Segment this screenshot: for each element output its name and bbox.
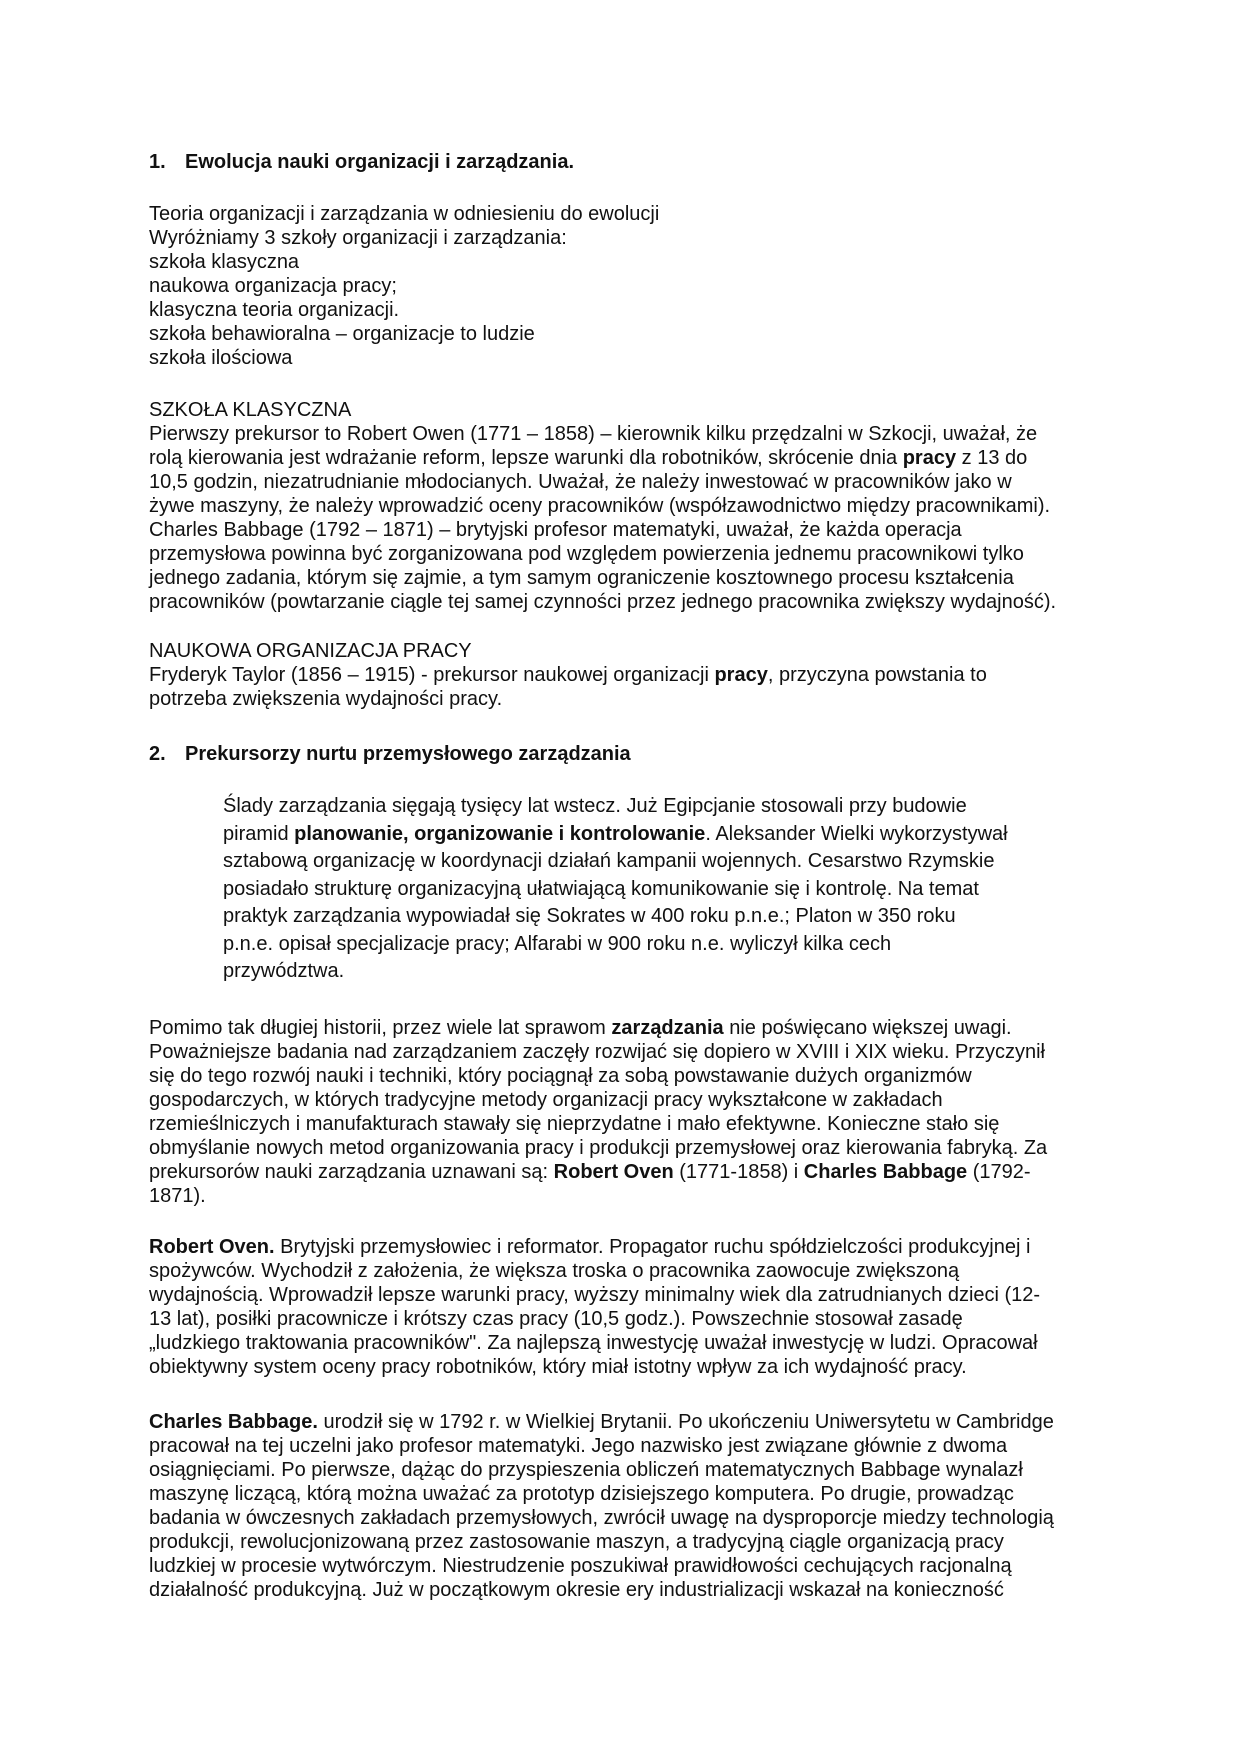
text: gospodarczych, w których tradycyjne metody organizacji pracy wykształcone w zakładach <box>149 1089 943 1111</box>
scientific-management-section <box>149 639 987 711</box>
text-line <box>149 1355 1040 1379</box>
text: Charles Babbage (1792 – 1871) – brytyjski profesor matematyki, uważał, że każda operacja <box>149 519 962 541</box>
text: maszynę liczącą, którą można uważać za prototyp dzisiejszego komputera. Po drugie, prowadząc <box>149 1483 1014 1505</box>
text: szkoła behawioralna – organizacje to ludzie <box>149 323 535 345</box>
text: , przyczyna powstania to <box>767 664 987 686</box>
bold-text: planowanie, organizowanie i kontrolowanie <box>294 822 706 845</box>
text-line <box>223 958 1008 986</box>
text-line <box>149 1578 1054 1602</box>
text-line <box>149 1283 1040 1307</box>
text: . Aleksander Wielki wykorzystywał <box>705 822 1008 845</box>
text: pracowników (powtarzanie ciągle tej samej czynności przez jednego pracownika zwiększy wydajność). <box>149 591 1057 613</box>
bold-text: pracy <box>902 447 957 469</box>
text: klasyczna teoria organizacji. <box>149 299 400 321</box>
text: sztabową organizację w koordynacji działań kampanii wojennych. Cesarstwo Rzymskie <box>223 850 995 872</box>
text-line <box>223 848 1008 876</box>
text: (1771-1858) i <box>673 1161 804 1183</box>
text-line <box>149 1482 1054 1506</box>
text: Teoria organizacji i zarządzania w odniesieniu do ewolucji <box>149 203 660 225</box>
text: Wyróżniamy 3 szkoły organizacji i zarządzania: <box>149 227 567 249</box>
text: 13 lat), posiłki pracownicze i krótszy czas pracy (10,5 godz.). Powszechnie stosował zasadę <box>149 1308 963 1330</box>
text-line <box>149 1112 1047 1136</box>
text: osiągnięciami. Po pierwsze, dążąc do przyspieszenia obliczeń matematycznych Babbage wynalazł <box>149 1459 1023 1481</box>
text: „ludzkiego traktowania pracowników". Za najlepszą inwestycję uważał inwestycję w ludzi. Opracował <box>149 1332 1038 1354</box>
text-line <box>149 422 1056 446</box>
text-line <box>149 250 659 274</box>
text: Pomimo tak długiej historii, przez wiele lat sprawom <box>149 1017 612 1039</box>
intro-paragraph <box>149 202 659 370</box>
text-line <box>149 1434 1054 1458</box>
text: pracował na tej uczelni jako profesor matematyki. Jego nazwisko jest związane głównie z dwoma <box>149 1435 1008 1457</box>
text: żywe maszyny, że należy wprowadzić oceny pracowników (współzawodnictwo między pracownikami). <box>149 495 1051 517</box>
text: SZKOŁA KLASYCZNA <box>149 399 352 421</box>
text: Ślady zarządzania sięgają tysięcy lat wstecz. Już Egipcjanie stosowali przy budowie <box>223 795 967 817</box>
text: Fryderyk Taylor (1856 – 1915) - prekursor naukowej organizacji <box>149 664 715 686</box>
text: posiadało strukturę organizacyjną ułatwiającą komunikowanie się i kontrolę. Na temat <box>223 877 979 900</box>
text-line <box>149 322 659 346</box>
text-line <box>149 566 1056 590</box>
text-line <box>149 1136 1047 1160</box>
text: badania w ówczesnych zakładach przemysłowych, zwrócił uwagę na dysproporcje miedzy technologią <box>149 1507 1054 1529</box>
bold-text: Robert Oven <box>553 1161 674 1183</box>
text-line <box>149 1064 1047 1088</box>
section-heading-1 <box>149 150 574 174</box>
text: nie poświęcano większej uwagi. <box>723 1017 1012 1039</box>
text: z 13 do <box>956 447 1028 469</box>
text: wydajnością. Wprowadził lepsze warunki pracy, wyższy minimalny wiek dla zatrudnianych dzieci (12- <box>149 1284 1041 1306</box>
bold-text: zarządzania <box>611 1017 724 1039</box>
text: szkoła ilościowa <box>149 347 293 369</box>
text-line <box>149 1160 1047 1184</box>
classical-school-section <box>149 398 1056 614</box>
history-paragraph <box>223 793 1008 986</box>
text: 1871). <box>149 1185 206 1207</box>
text-line <box>149 590 1056 614</box>
bold-text: pracy <box>714 664 768 686</box>
text-line <box>149 1259 1040 1283</box>
text: praktyk zarządzania wypowiadał się Sokrates w 400 roku p.n.e.; Platon w 350 roku <box>223 905 956 927</box>
charles-babbage-paragraph <box>149 1410 1054 1602</box>
text-line <box>149 1307 1040 1331</box>
text: obmyślanie nowych metod organizowania pracy i produkcji przemysłowej oraz kierowania fabryką. Za <box>149 1137 1048 1159</box>
text-line <box>149 1016 1047 1040</box>
text-line <box>149 1530 1054 1554</box>
text: Poważniejsze badania nad zarządzaniem zaczęły rozwijać się dopiero w XVIII i XIX wieku. Przyczynił <box>149 1041 1045 1063</box>
text: rzemieślniczych i manufakturach stawały się nieprzydatne i mało efektywne. Konieczne stało się <box>149 1113 1000 1135</box>
text-line <box>149 542 1056 566</box>
text: działalność produkcyjną. Już w początkowym okresie ery industrializacji wskazał na konieczność <box>149 1579 1004 1601</box>
text-line <box>149 298 659 322</box>
text-line <box>149 274 659 298</box>
text-line <box>149 398 1056 422</box>
text: jednego zadania, którym się zajmie, a tym samym ograniczenie kosztownego procesu kształcenia <box>149 567 1014 589</box>
text: przemysłowa powinna być zorganizowana pod względem powierzenia jednemu pracownikowi tylko <box>149 543 1024 565</box>
text: przywództwa. <box>223 960 345 982</box>
text: potrzeba zwiększenia wydajności pracy. <box>149 688 503 710</box>
heading-number: 1. <box>149 151 166 173</box>
section-heading-2 <box>149 742 631 766</box>
text-line <box>149 494 1056 518</box>
text-line <box>223 903 1008 931</box>
text-line <box>149 687 987 711</box>
text-line <box>149 663 987 687</box>
heading-title: Prekursorzy nurtu przemysłowego zarządzania <box>185 743 631 765</box>
text-line <box>223 876 1008 904</box>
text-line <box>223 931 1008 959</box>
text: spożywców. Wychodził z założenia, że większa troska o pracownika zaowocuje zwiększoną <box>149 1260 960 1282</box>
text-line <box>149 1410 1054 1434</box>
text-line <box>149 1040 1047 1064</box>
text: urodził się w 1792 r. w Wielkiej Brytanii. Po ukończeniu Uniwersytetu w Cambridge <box>317 1411 1054 1433</box>
text-line <box>149 470 1056 494</box>
text-line <box>149 1088 1047 1112</box>
text: piramid <box>223 822 295 845</box>
text: prekursorów nauki zarządzania uznawani są: <box>149 1161 554 1183</box>
bold-text: Charles Babbage. <box>149 1411 318 1433</box>
bold-text: Robert Oven. <box>149 1236 275 1258</box>
development-paragraph <box>149 1016 1047 1208</box>
text-line <box>149 1458 1054 1482</box>
text-line <box>149 202 659 226</box>
robert-oven-paragraph <box>149 1235 1040 1379</box>
text: się do tego rozwój nauki i techniki, który pociągnął za sobą powstawanie dużych organizmów <box>149 1065 972 1087</box>
text-line <box>149 518 1056 542</box>
heading-title: Ewolucja nauki organizacji i zarządzania. <box>185 151 575 173</box>
text-line <box>149 226 659 250</box>
text-line <box>149 1506 1054 1530</box>
text: (1792- <box>967 1161 1031 1183</box>
text: 10,5 godzin, niezatrudnianie młodocianych. Uważał, że należy inwestować w pracowników jako w <box>149 471 1012 493</box>
text-line <box>149 639 987 663</box>
text-line <box>149 1331 1040 1355</box>
text: ludzkiej w procesie wytwórczym. Niestrudzenie poszukiwał prawidłowości cechujących racjonalną <box>149 1555 1012 1577</box>
text: rolą kierowania jest wdrażanie reform, lepsze warunki dla robotników, skrócenie dnia <box>149 447 903 469</box>
text-line <box>223 821 1008 849</box>
text-line <box>149 346 659 370</box>
text: Brytyjski przemysłowiec i reformator. Propagator ruchu spółdzielczości produkcyjnej i <box>274 1236 1031 1258</box>
text: Pierwszy prekursor to Robert Owen (1771 – 1858) – kierownik kilku przędzalni w Szkocji, uważał, że <box>149 423 1038 445</box>
text-line <box>149 1184 1047 1208</box>
text-line <box>223 793 1008 821</box>
text: NAUKOWA ORGANIZACJA PRACY <box>149 640 472 662</box>
bold-text: Charles Babbage <box>803 1161 968 1183</box>
text: p.n.e. opisał specjalizacje pracy; Alfarabi w 900 roku n.e. wyliczył kilka cech <box>223 932 892 955</box>
text: obiektywny system oceny pracy robotników, który miał istotny wpływ za ich wydajność pracy. <box>149 1356 967 1378</box>
text: produkcji, rewolucjonizowaną przez zastosowanie maszyn, a tradycyjną ciągle organizacją pracy <box>149 1531 1004 1553</box>
text-line <box>149 446 1056 470</box>
text: szkoła klasyczna <box>149 251 300 273</box>
text-line <box>149 1235 1040 1259</box>
heading-number: 2. <box>149 743 166 765</box>
text-line <box>149 1554 1054 1578</box>
text: naukowa organizacja pracy; <box>149 275 397 297</box>
